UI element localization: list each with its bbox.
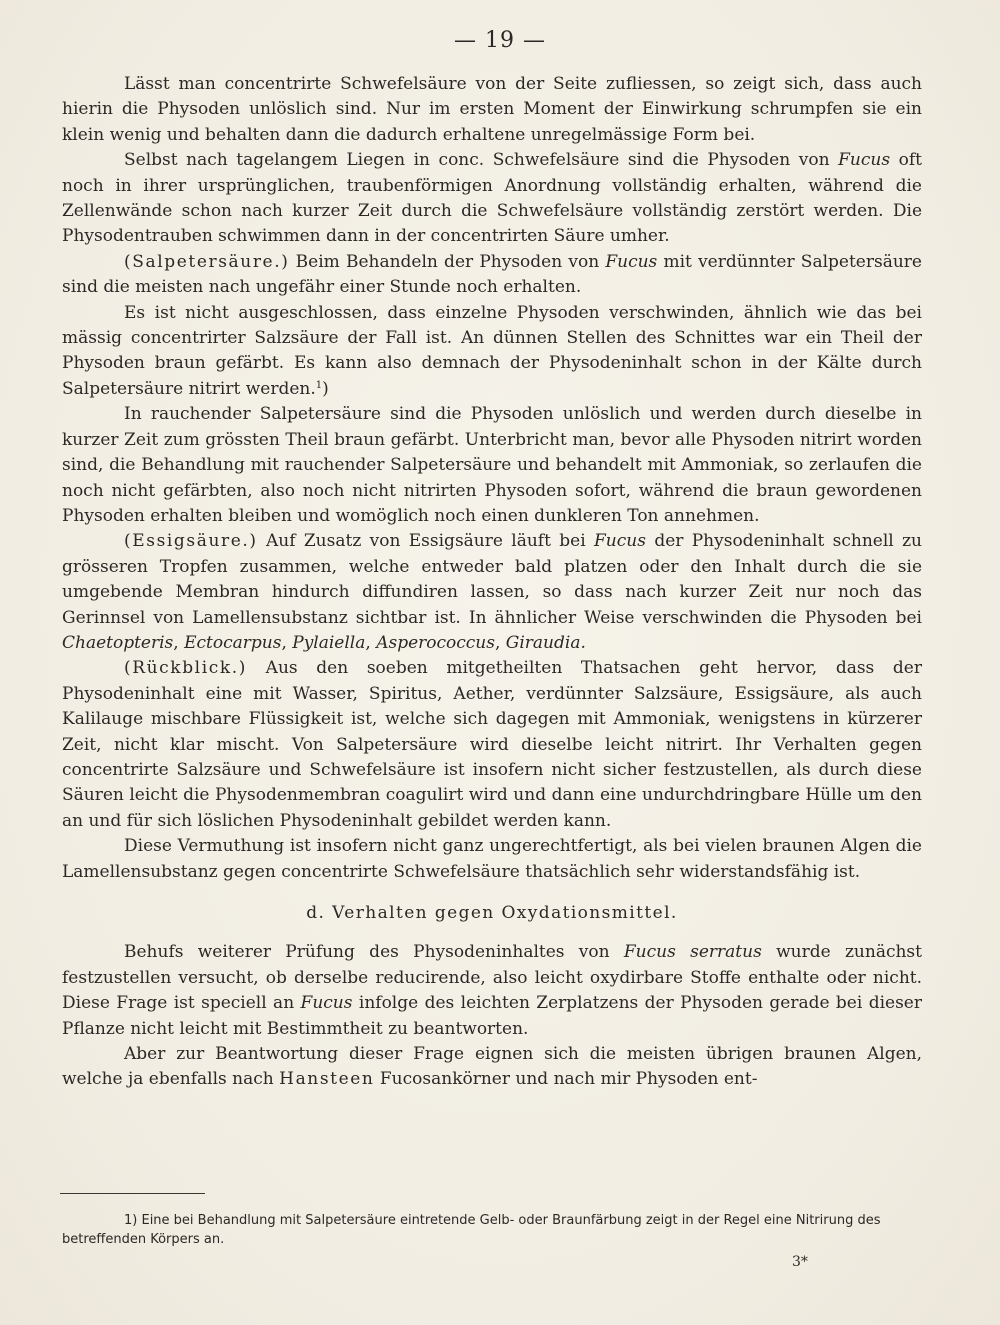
- paragraph: (Essigsäure.) Auf Zusatz von Essigsäure läuft bei Fucus der Physodeninhalt schnell zu grösseren Tropfen zusammen, welche entweder bald platzen oder den Inhalt durch die sie umgebende Membran hindurch diffundiren lassen, so dass nach kurzer Zeit nur noch das Gerinnsel von Lamellensubstanz sichtbar ist. In ähnlicher Weise verschwinden die Physoden bei Chaetopteris, Ectocarpus, Pylaiella, Asperococcus, Giraudia.: [62, 531, 922, 653]
- paragraph: [62, 402, 922, 529]
- paragraph: [62, 940, 922, 1042]
- paragraph-text: wurde zunächst festzustellen versucht, ob derselbe reducirende, also leicht oxydirbare Stoffe enthalte oder nicht. Diese Frage ist speciell an: [62, 942, 922, 1014]
- paragraph-label: (Essigsäure.): [124, 531, 258, 552]
- footnote-reference-paren: ): [322, 378, 329, 399]
- paragraph-text: Selbst nach tagelangem Liegen in conc. Schwefelsäure sind die Physoden von: [124, 150, 839, 171]
- taxon-name: Fucus: [838, 150, 891, 171]
- paragraph-text: Aus den soeben mitgetheilten Thatsachen geht hervor, dass der Physodeninhalt eine mit Wasser, Spiritus, Aether, verdünnter Salzsäure, Essigsäure, als auch Kalilauge mischbare Flüssigkeit ist, welche sich dagegen mit Ammoniak, wenigstens in kürzerer Zeit, nicht klar mischt. Von Salpetersäure wird dieselbe leicht nitrirt. Ihr Verhalten gegen concentrirte Salzsäure und Schwefelsäure ist insofern nicht sicher festzustellen, als durch diese Säuren leicht die Physodenmembran coagulirt wird und dann eine undurchdringbare Hülle um den an und für sich löslichen Physodeninhalt gebildet werden kann.: [62, 658, 922, 831]
- paragraph-text: Es ist nicht ausgeschlossen, dass einzelne Physoden verschwinden, ähnlich wie das bei mässig concentrirter Salzsäure der Fall ist. An dünnen Stellen des Schnittes war ein Theil der Physoden braun gefärbt. Es kann also demnach der Physodeninhalt schon in der Kälte durch Salpetersäure nitrirt werden.: [62, 302, 922, 399]
- paragraph-text: In rauchender Salpetersäure sind die Physoden unlöslich und werden durch dieselbe in kurzer Zeit zum grössten Theil braun gefärbt. Unterbricht man, bevor alle Physoden nitrirt worden sind, die Behandlung mit rauchender Salpetersäure und behandelt mit Ammoniak, so zerlaufen die noch nicht gefärbten, also noch nicht nitrirten Physoden sofort, während die braun gewordenen Physoden erhalten bleiben und womöglich noch einen dunkleren Ton annehmen.: [62, 404, 922, 526]
- paragraph-text: Auf Zusatz von Essigsäure läuft bei: [257, 531, 595, 552]
- paragraph-text: oft noch in ihrer ursprünglichen, traubenförmigen Anordnung vollständig erhalten, während die Zellenwände schon nach kurzer Zeit durch die Schwefelsäure vollständig zerstört werden. Die Physodentrauben schwimmen dann in der concentrirten Säure umher.: [62, 150, 923, 247]
- footnote-text: Eine bei Behandlung mit Salpetersäure eintretende Gelb- oder Braunfärbung zeigt in der Regel eine Nitrirung des betreffenden Körpers an.: [62, 1213, 881, 1247]
- paragraph-text: der Physodeninhalt schnell zu grösseren Tropfen zusammen, welche entweder bald platzen oder den Inhalt durch die sie umgebende Membran hindurch diffundiren lassen, so dass nach kurzer Zeit nur noch das Gerinnsel von Lamellensubstanz sichtbar ist. In ähnlicher Weise verschwinden die Physoden bei: [62, 531, 922, 628]
- paragraph: [62, 301, 922, 403]
- taxon-name: Pylaiella: [292, 632, 366, 653]
- paragraph: [62, 72, 922, 148]
- signature-mark: 3*: [792, 1254, 808, 1270]
- footnote: [62, 1211, 922, 1249]
- paragraph-text: Diese Vermuthung ist insofern nicht ganz ungerechtfertigt, als bei vielen braunen Algen die Lamellensubstanz gegen concentrirte Schwefelsäure thatsächlich sehr widerstandsfähig ist.: [62, 836, 922, 882]
- paragraph-text: Beim Behandeln der Physoden von: [289, 251, 606, 272]
- section-heading: d. Verhalten gegen Oxydationsmittel.: [306, 903, 678, 923]
- taxon-name: Fucus: [605, 251, 658, 272]
- paragraph-text: Aber zur Beantwortung dieser Frage eignen sich die meisten übrigen braunen Algen, welche ja ebenfalls nach: [62, 1044, 922, 1090]
- footnote-reference: 1: [315, 379, 323, 391]
- taxon-name: Giraudia.: [505, 632, 586, 653]
- footnote-marker: 1): [124, 1213, 138, 1228]
- paragraph-text: Fucosankörner und nach mir Physoden ent-: [374, 1069, 758, 1090]
- paragraph: [62, 250, 922, 301]
- paragraph-label: (Rückblick.): [124, 658, 248, 679]
- paragraph-text: mit verdünnter Salpetersäure sind die meisten nach ungefähr einer Stunde noch erhalten.: [62, 251, 922, 298]
- paragraph: [62, 148, 922, 250]
- author-name: Hansteen: [279, 1069, 375, 1090]
- paragraph-text: infolge des leichten Zerplatzens der Physoden gerade bei dieser Pflanze nicht leicht mit Bestimmtheit zu beantworten.: [62, 993, 922, 1039]
- paragraph-text: Behufs weiterer Prüfung des Physodeninhaltes von: [124, 942, 624, 963]
- body-text: [62, 72, 922, 1093]
- taxon-name: Fucus: [300, 993, 353, 1014]
- paragraph-label: (Salpetersäure.): [124, 251, 290, 272]
- taxon-name: Fucus: [594, 531, 646, 552]
- taxon-name: Ectocarpus: [184, 632, 282, 653]
- taxon-name: Chaetopteris: [62, 632, 174, 653]
- taxon-name: Fucus serratus: [623, 942, 762, 963]
- paragraph: [62, 656, 922, 834]
- page-number: — 19 —: [454, 28, 546, 53]
- paragraph: [62, 834, 922, 885]
- paragraph: [62, 1042, 922, 1093]
- paragraph-text: Lässt man concentrirte Schwefelsäure von der Seite zufliessen, so zeigt sich, dass auch hierin die Physoden unlöslich sind. Nur im ersten Moment der Einwirkung schrumpfen sie ein klein wenig und behalten dann die dadurch erhaltene unregelmässige Form bei.: [62, 74, 922, 145]
- taxon-name: Asperococcus: [376, 632, 495, 653]
- footnote-divider: [60, 1193, 205, 1194]
